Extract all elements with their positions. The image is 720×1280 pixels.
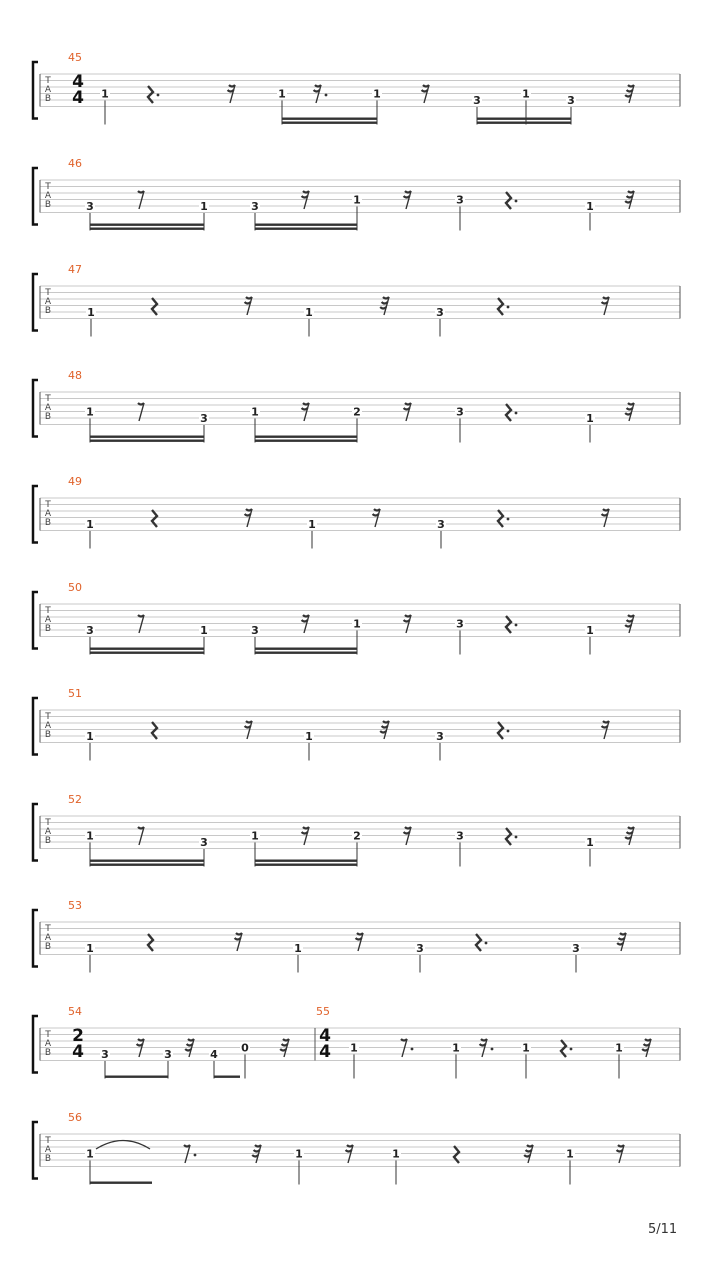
sixteenth-rest-flag [618,1145,624,1147]
thirtysecond-rest-flag [627,408,633,410]
tab-system [33,475,680,549]
fret-number: 1 [101,87,109,101]
sixteenth-rest-flag [229,85,235,87]
fret-number: 1 [586,836,594,849]
sixteenth-rest-flag [302,620,308,622]
dot [325,94,328,97]
fret-number: 3 [473,94,481,107]
fret-number: 1 [200,624,208,637]
dot [507,518,510,521]
beam [255,652,357,654]
sixteenth-rest-flag [303,403,309,405]
thirtysecond-rest-flag [620,933,626,935]
sixteenth-rest-flag [422,90,428,92]
time-signature-top: 4 [72,72,84,92]
measure-number: 51 [68,687,82,700]
sixteenth-rest-flag [404,620,410,622]
thirtysecond-rest-flag [627,832,633,834]
fret-number: 1 [522,87,530,101]
tab-system [33,899,680,973]
beam [90,652,204,654]
thirtysecond-rest-flag [188,1039,194,1041]
sixteenth-rest-flag [245,302,251,304]
fret-number: 3 [436,730,444,743]
fret-number: 1 [305,730,313,743]
tab-system [33,581,680,655]
thirtysecond-rest-flag [628,403,634,405]
fret-number: 1 [586,624,594,637]
sixteenth-rest-flag [228,90,234,92]
sixteenth-rest-flag [356,938,362,940]
measure-number: 50 [68,581,82,594]
tab-system [33,263,680,337]
beam [477,118,571,120]
fret-number: 4 [210,1048,218,1061]
thirtysecond-rest-flag [628,85,634,87]
thirtysecond-rest-flag [645,1039,651,1041]
sixteenth-rest-flag [617,1150,623,1152]
fret-number: 1 [353,617,361,631]
dot [507,306,510,309]
beam [477,122,571,124]
fret-number: 3 [164,1048,172,1061]
beam [255,648,357,650]
sixteenth-rest-flag [405,615,411,617]
measure-number: 48 [68,369,82,382]
dot [194,1154,197,1157]
dot [515,412,518,415]
system-bracket [33,804,38,861]
beam [90,224,204,226]
fret-number: 1 [200,200,208,213]
measure-number: 56 [68,1111,82,1124]
tab-system [33,1111,680,1185]
fret-number: 3 [251,200,259,213]
sixteenth-rest-flag [603,509,609,511]
time-signature-top: 2 [72,1026,84,1046]
thirtysecond-rest-flag [625,837,631,839]
fret-number: 0 [241,1041,249,1055]
tab-clef-letter: A [44,403,52,413]
sixteenth-rest-flag [347,1145,353,1147]
fret-number: 3 [567,94,575,107]
sixteenth-rest-flag [302,832,308,834]
dot [485,942,488,945]
sixteenth-rest-flag [246,509,252,511]
fret-number: 3 [86,200,94,213]
sixteenth-rest-flag [480,1044,486,1046]
tab-system [33,793,680,867]
tab-clef-letter: A [44,297,52,307]
system-bracket [33,380,38,437]
tab-system [33,687,680,761]
tab-clef-letter: T [45,712,51,722]
sixteenth-rest-flag [314,90,320,92]
sixteenth-rest-flag [481,1039,487,1041]
tab-clef-letter: A [44,721,52,731]
thirtysecond-rest-flag [524,1155,530,1157]
measure-number: 52 [68,793,82,806]
sixteenth-rest-flag [357,933,363,935]
eighth-rest-flag [138,827,144,829]
tab-clef-letter: T [45,818,51,828]
system-bracket [33,592,38,649]
fret-number: 1 [86,518,94,531]
fret-number: 3 [86,624,94,637]
thirtysecond-rest-flag [185,1049,191,1051]
thirtysecond-rest-flag [187,1044,193,1046]
fret-number: 3 [456,193,464,207]
measure-number: 55 [316,1005,330,1018]
fret-number: 1 [86,730,94,743]
fret-number: 3 [200,836,208,849]
eighth-rest-flag [138,191,144,193]
eighth-rest-flag [401,1039,407,1041]
thirtysecond-rest-flag [627,196,633,198]
thirtysecond-rest-flag [625,413,631,415]
sixteenth-rest-flag [603,721,609,723]
fret-number: 3 [456,405,464,419]
thirtysecond-rest-flag [526,1150,532,1152]
tab-clef-letter: T [45,394,51,404]
time-signature-top: 4 [319,1026,331,1046]
tab-clef-letter: B [44,942,52,952]
sixteenth-rest-flag [346,1150,352,1152]
thirtysecond-rest-flag [252,1155,258,1157]
beam [255,228,357,230]
dot [570,1048,573,1051]
thirtysecond-rest-flag [380,307,386,309]
system-bracket [33,910,38,967]
fret-number: 3 [200,412,208,425]
thirtysecond-rest-flag [382,302,388,304]
beam [282,118,377,120]
time-signature-bottom: 4 [319,1042,331,1062]
fret-number: 1 [522,1041,530,1055]
beam [90,648,204,650]
fret-number: 3 [436,306,444,319]
fret-number: 1 [294,942,302,955]
beam [255,864,357,866]
sixteenth-rest-flag [405,827,411,829]
tab-clef-letter: T [45,1136,51,1146]
tab-clef-letter: A [44,615,52,625]
fret-number: 1 [392,1147,400,1161]
system-bracket [33,1122,38,1179]
fret-number: 3 [572,942,580,955]
thirtysecond-rest-flag [382,726,388,728]
eighth-rest-flag [184,1145,190,1147]
system-bracket [33,698,38,755]
thirtysecond-rest-flag [280,1049,286,1051]
thirtysecond-rest-flag [628,615,634,617]
tab-clef-letter: B [44,306,52,316]
thirtysecond-rest-flag [644,1044,650,1046]
tab-clef-letter: B [44,518,52,528]
sixteenth-rest-flag [246,721,252,723]
fret-number: 1 [373,87,381,101]
tab-clef-letter: B [44,624,52,634]
dot [491,1048,494,1051]
fret-number: 3 [437,518,445,531]
tab-clef-letter: T [45,182,51,192]
tab-system [33,157,680,231]
thirtysecond-rest-flag [627,620,633,622]
thirtysecond-rest-flag [628,191,634,193]
beam [90,1182,152,1184]
tab-system [33,1005,680,1079]
eighth-rest-flag [138,403,144,405]
system-bracket [33,1016,38,1073]
sixteenth-rest-flag [235,938,241,940]
dot [507,730,510,733]
fret-number: 2 [353,405,361,419]
fret-number: 3 [456,617,464,631]
thirtysecond-rest-flag [254,1150,260,1152]
sixteenth-rest-flag [374,509,380,511]
tab-clef-letter: A [44,191,52,201]
thirtysecond-rest-flag [383,297,389,299]
beam [90,436,204,438]
sixteenth-rest-flag [602,514,608,516]
beam [105,1076,168,1078]
sixteenth-rest-flag [423,85,429,87]
sixteenth-rest-flag [404,408,410,410]
dot [157,94,160,97]
beam [90,440,204,442]
fret-number: 1 [251,829,259,843]
sixteenth-rest-flag [404,832,410,834]
fret-number: 1 [251,405,259,419]
fret-number: 1 [305,306,313,319]
fret-number: 2 [353,829,361,843]
beam [90,860,204,862]
fret-number: 1 [278,87,286,101]
beam [90,228,204,230]
thirtysecond-rest-flag [380,731,386,733]
fret-number: 1 [87,306,95,319]
fret-number: 1 [615,1041,623,1055]
sixteenth-rest-flag [303,827,309,829]
tab-clef-letter: T [45,288,51,298]
sixteenth-rest-flag [245,514,251,516]
sixteenth-rest-flag [602,726,608,728]
beam [90,864,204,866]
fret-number: 1 [86,829,94,843]
fret-number: 1 [86,942,94,955]
fret-number: 1 [566,1147,574,1161]
thirtysecond-rest-flag [255,1145,261,1147]
dot [411,1048,414,1051]
sixteenth-rest-flag [303,191,309,193]
system-bracket [33,274,38,331]
tie [96,1141,150,1150]
sixteenth-rest-flag [302,196,308,198]
sixteenth-rest-flag [138,1039,144,1041]
fret-number: 1 [350,1041,358,1055]
tab-clef-letter: B [44,94,52,104]
beam [282,122,377,124]
dot [515,200,518,203]
fret-number: 1 [452,1041,460,1055]
tab-clef-letter: B [44,200,52,210]
system-bracket [33,62,38,119]
time-signature-bottom: 4 [72,1042,84,1062]
fret-number: 1 [86,1147,94,1161]
tab-clef-letter: A [44,827,52,837]
tab-clef-letter: T [45,500,51,510]
sixteenth-rest-flag [236,933,242,935]
sixteenth-rest-flag [245,726,251,728]
tab-clef-letter: T [45,76,51,86]
fret-number: 1 [295,1147,303,1161]
thirtysecond-rest-flag [625,201,631,203]
tab-clef-letter: B [44,1048,52,1058]
tab-clef-letter: A [44,1145,52,1155]
thirtysecond-rest-flag [625,95,631,97]
beam [255,860,357,862]
tab-clef-letter: A [44,1039,52,1049]
sixteenth-rest-flag [315,85,321,87]
fret-number: 1 [353,193,361,207]
thirtysecond-rest-flag [619,938,625,940]
sixteenth-rest-flag [405,191,411,193]
thirtysecond-rest-flag [617,943,623,945]
fret-number: 3 [101,1048,109,1061]
tab-clef-letter: A [44,509,52,519]
fret-number: 3 [456,829,464,843]
beam [255,440,357,442]
fret-number: 1 [308,518,316,531]
tab-clef-letter: T [45,606,51,616]
eighth-rest-flag [138,615,144,617]
thirtysecond-rest-flag [625,625,631,627]
tab-system [33,51,680,125]
beam [255,436,357,438]
sixteenth-rest-flag [246,297,252,299]
measure-number: 47 [68,263,82,276]
measure-number: 49 [68,475,82,488]
tab-clef-letter: B [44,836,52,846]
page-number: 5/11 [648,1222,678,1237]
thirtysecond-rest-flag [282,1044,288,1046]
tab-clef-letter: A [44,933,52,943]
sixteenth-rest-flag [137,1044,143,1046]
beam [255,224,357,226]
tab-clef-letter: B [44,1154,52,1164]
tab-clef-letter: T [45,924,51,934]
thirtysecond-rest-flag [642,1049,648,1051]
beam [214,1076,240,1078]
thirtysecond-rest-flag [527,1145,533,1147]
measure-number: 53 [68,899,82,912]
sixteenth-rest-flag [603,297,609,299]
tab-clef-letter: T [45,1030,51,1040]
sixteenth-rest-flag [404,196,410,198]
sixteenth-rest-flag [302,408,308,410]
fret-number: 3 [416,942,424,955]
sixteenth-rest-flag [405,403,411,405]
tab-clef-letter: B [44,730,52,740]
system-bracket [33,168,38,225]
tab-system [33,369,680,443]
fret-number: 3 [251,624,259,637]
thirtysecond-rest-flag [628,827,634,829]
thirtysecond-rest-flag [627,90,633,92]
sixteenth-rest-flag [602,302,608,304]
fret-number: 1 [586,412,594,425]
measure-number: 54 [68,1005,82,1018]
thirtysecond-rest-flag [383,721,389,723]
measure-number: 45 [68,51,82,64]
tab-clef-letter: A [44,85,52,95]
sixteenth-rest-flag [373,514,379,516]
measure-number: 46 [68,157,82,170]
system-bracket [33,486,38,543]
fret-number: 1 [86,405,94,419]
fret-number: 1 [586,200,594,213]
time-signature-bottom: 4 [72,88,84,108]
dot [515,836,518,839]
tab-clef-letter: B [44,412,52,422]
thirtysecond-rest-flag [283,1039,289,1041]
dot [515,624,518,627]
sixteenth-rest-flag [303,615,309,617]
